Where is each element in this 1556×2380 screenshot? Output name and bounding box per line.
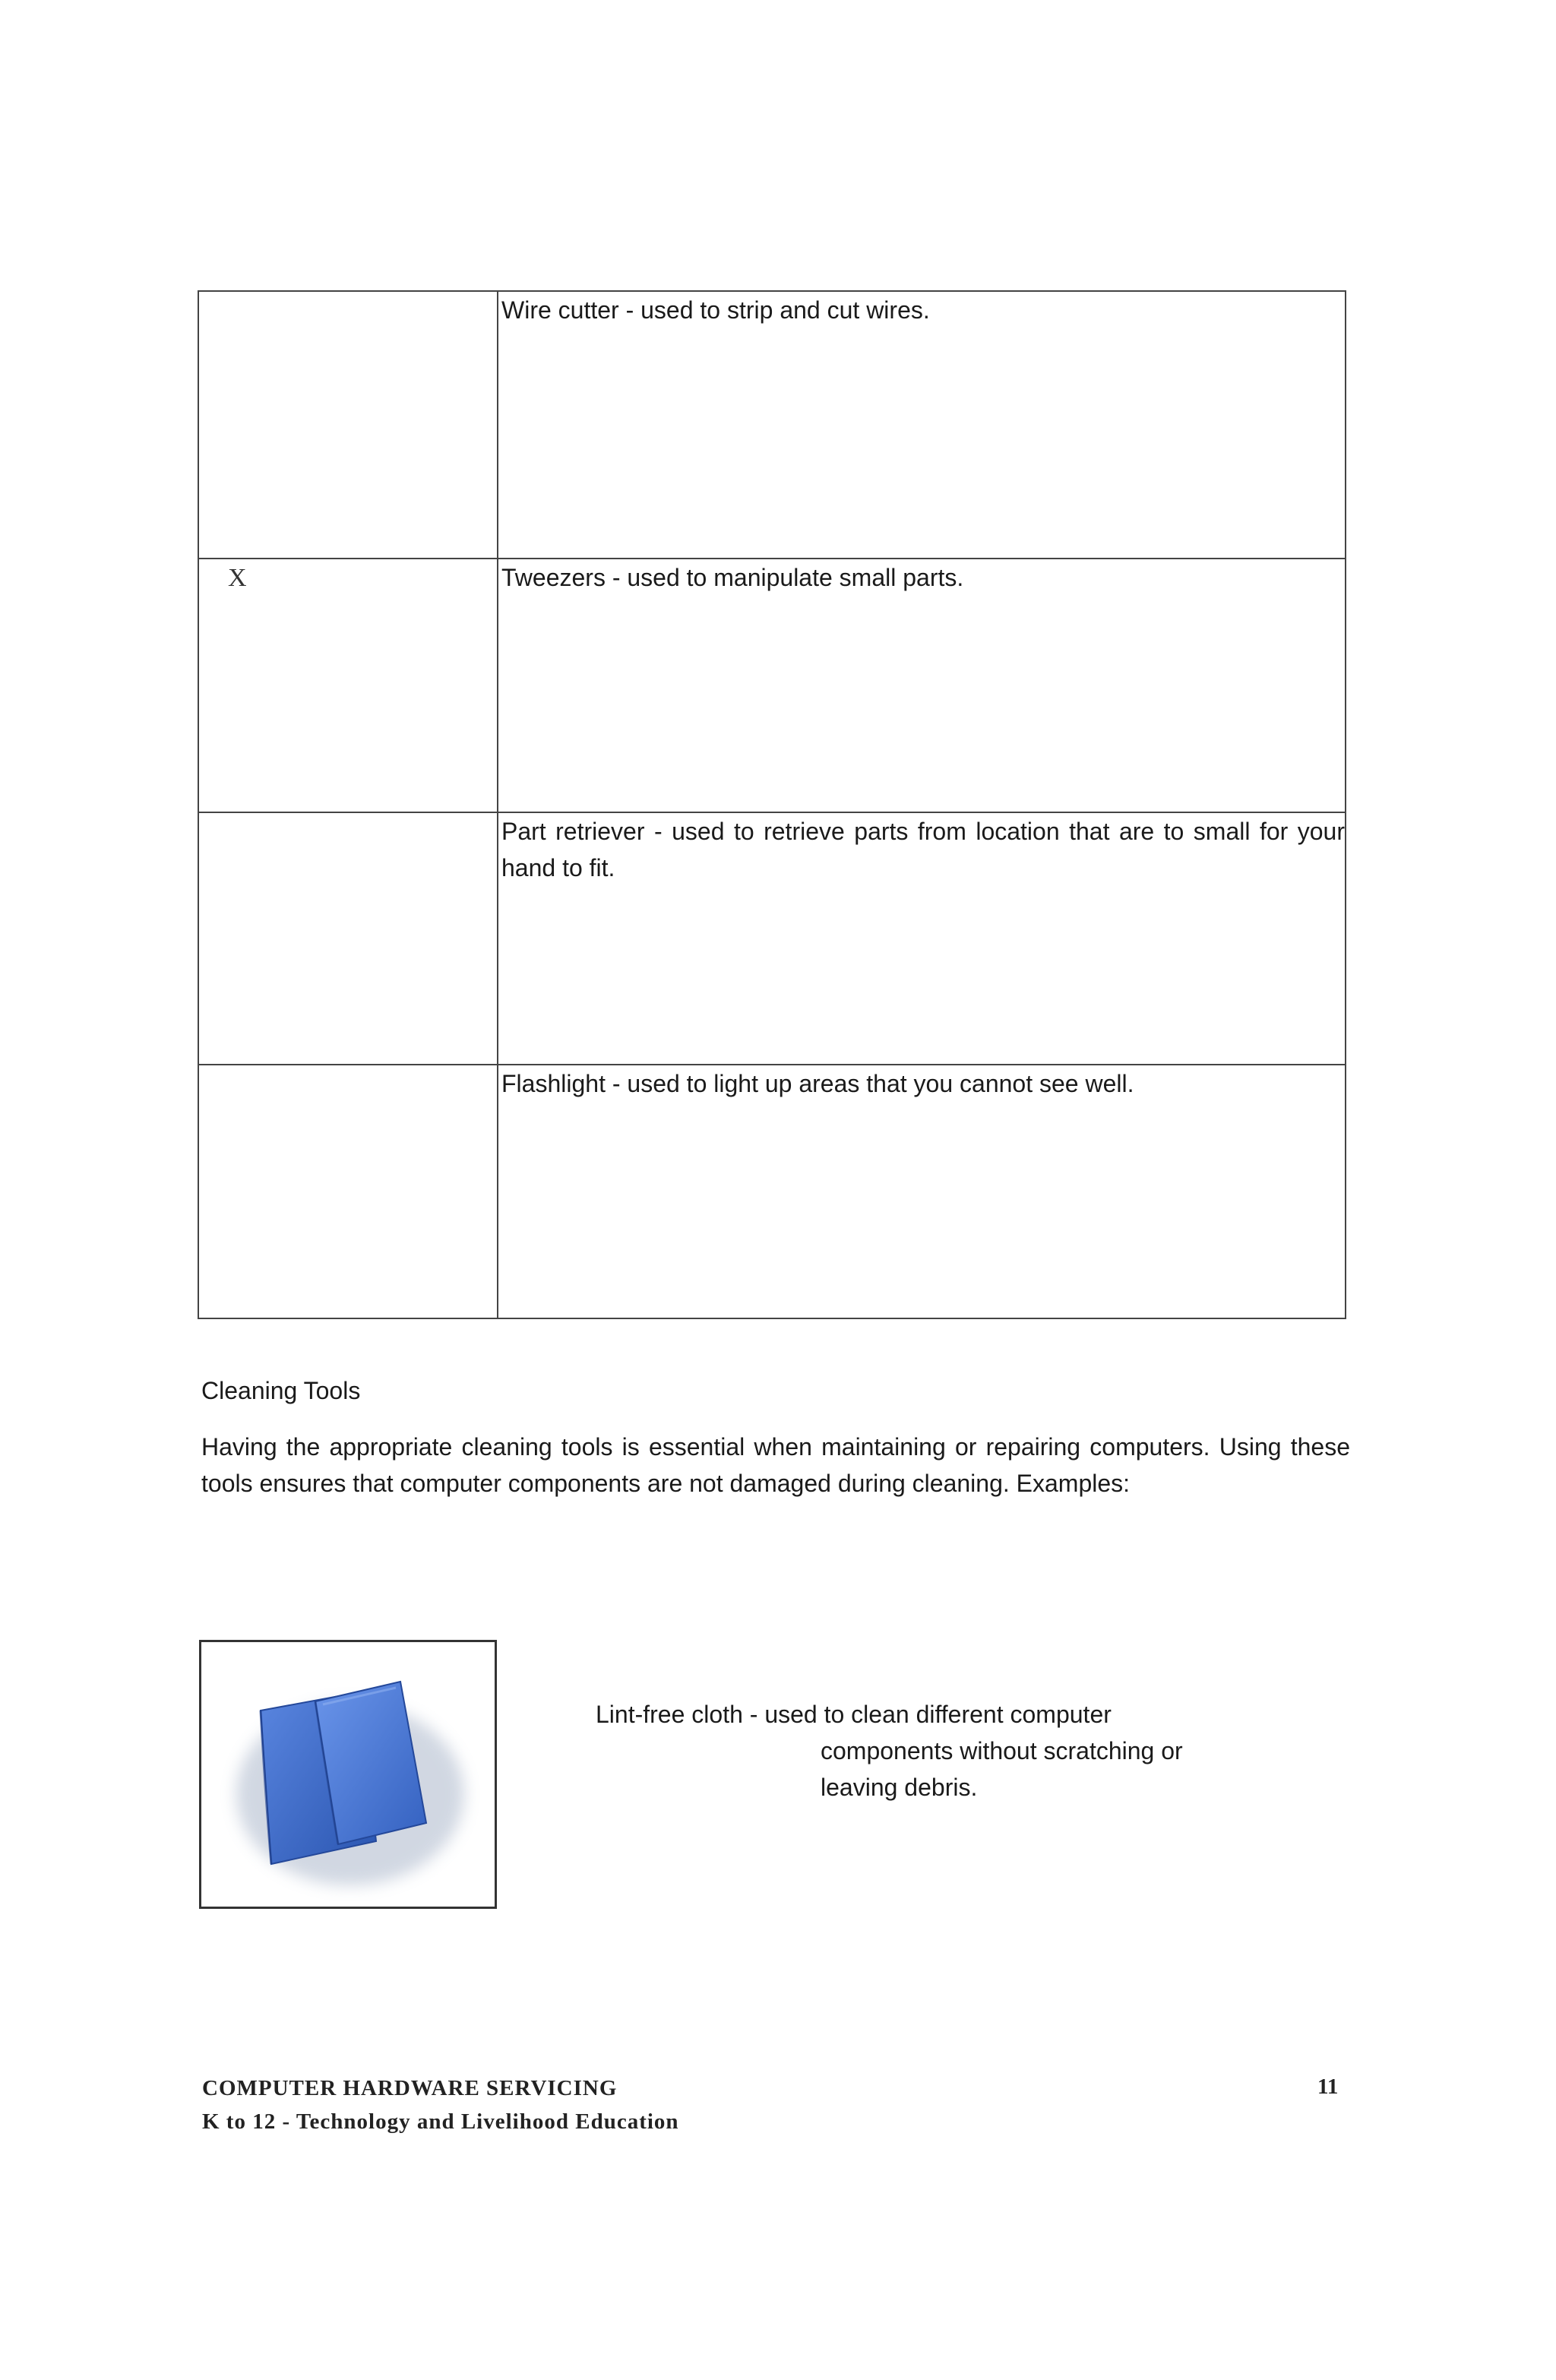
footer-subtitle: K to 12 - Technology and Livelihood Education [202,2109,679,2134]
footer-title: COMPUTER HARDWARE SERVICING [202,2076,618,2100]
table-row [198,812,1346,1065]
cloth-description [596,1696,1279,1806]
table-row [198,1065,1346,1318]
tool-image-cell [198,559,498,812]
page-number: 11 [1317,2075,1339,2099]
cloth-description-line: components without scratching or [821,1737,1183,1764]
cloth-description-line: leaving debris. [821,1774,978,1801]
section-heading: Cleaning Tools [201,1377,361,1404]
tool-image-cell [198,1065,498,1318]
lint-free-cloth-image [199,1640,497,1909]
cloth-icon [201,1642,495,1907]
section-paragraph: Having the appropriate cleaning tools is essential when maintaining or repairing computers. Using these tools ensures that computer components are not damaged during cleaning. Examples: [201,1433,1350,1497]
tool-description: Tweezers - used to manipulate small parts. [498,559,1346,812]
tool-description: Wire cutter - used to strip and cut wires. [498,291,1346,559]
tool-marker: X [228,564,247,592]
tool-image-cell [198,291,498,559]
cloth-description-line: Lint-free cloth - used to clean different computer [596,1701,1112,1728]
tools-table [198,290,1346,1319]
tool-image-cell [198,812,498,1065]
table-row [198,559,1346,812]
table-row [198,291,1346,559]
tool-description: Flashlight - used to light up areas that you cannot see well. [498,1065,1346,1318]
tool-description: Part retriever - used to retrieve parts from location that are to small for your hand to fit. [498,812,1346,1065]
